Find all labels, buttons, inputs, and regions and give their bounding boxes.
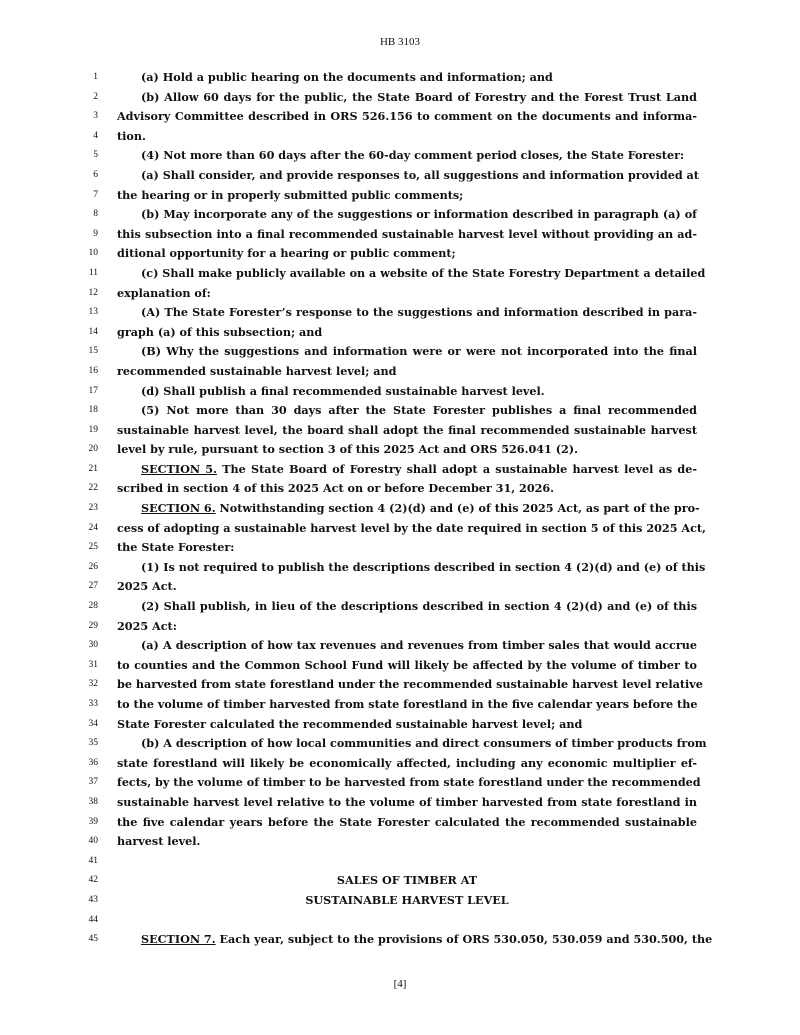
document-line	[0, 362, 800, 382]
line-text: recommended sustainable harvest level; and	[117, 363, 397, 378]
line-text: (4) Not more than 60 days after the 60-day comment period closes, the State Forester:	[141, 148, 685, 163]
document-line	[0, 695, 800, 715]
line-number: 35	[88, 738, 98, 749]
document-line	[0, 852, 800, 872]
line-number: 36	[88, 757, 98, 768]
line-number: 37	[88, 777, 98, 788]
line-number: 1	[93, 72, 98, 82]
document-line	[0, 440, 800, 460]
line-text: explanation of:	[117, 285, 211, 300]
line-number: 17	[88, 385, 98, 396]
document-line	[0, 617, 800, 637]
line-number: 21	[88, 463, 98, 474]
line-number: 26	[88, 561, 98, 572]
line-number: 10	[88, 248, 98, 259]
line-number: 12	[88, 287, 98, 298]
section-label: SECTION 5.	[141, 461, 217, 476]
line-number: 33	[88, 699, 98, 709]
document-line	[0, 166, 800, 186]
section-text: Notwithstanding section 4 (2)(d) and (e) of this 2025 Act, as part of the pro-	[215, 501, 700, 516]
document-line	[0, 88, 800, 108]
line-text: the State Forester:	[117, 540, 235, 555]
line-text: graph (a) of this subsection; and	[117, 324, 323, 339]
document-line	[0, 558, 800, 578]
line-text: (A) The State Forester’s response to the suggestions and information described in para-	[141, 305, 697, 320]
line-text	[141, 460, 697, 480]
line-number: 2	[93, 91, 98, 102]
document-line	[0, 930, 800, 950]
line-number: 32	[88, 679, 98, 690]
line-text: be harvested from state forestland under the recommended sustainable harvest level relative	[117, 677, 703, 692]
line-number: 18	[88, 405, 98, 416]
line-text: tion.	[117, 128, 146, 143]
line-text: (d) Shall publish a final recommended sustainable harvest level.	[141, 383, 545, 398]
section-text: The State Board of Forestry shall adopt a sustainable harvest level as de-	[216, 461, 697, 476]
line-number: 41	[88, 855, 98, 866]
line-text: to counties and the Common School Fund will likely be affected by the volume of timber to	[117, 657, 697, 672]
document-line	[0, 911, 800, 931]
line-text: ditional opportunity for a hearing or public comment;	[117, 246, 456, 261]
document-line	[0, 734, 800, 754]
line-text: (b) May incorporate any of the suggestions or information described in paragraph (a) of	[141, 207, 697, 222]
line-number: 43	[88, 894, 98, 905]
line-number: 29	[88, 620, 98, 631]
line-text: the hearing or in properly submitted public comments;	[117, 187, 464, 202]
line-number: 40	[88, 836, 98, 847]
document-line	[0, 107, 800, 127]
document-line	[0, 577, 800, 597]
line-number: 4	[93, 130, 98, 141]
page-number: [4]	[393, 978, 407, 990]
line-number: 19	[88, 424, 98, 435]
document-line	[0, 421, 800, 441]
line-text: (c) Shall make publicly available on a website of the State Forestry Department a detailed	[141, 265, 706, 280]
line-number: 7	[93, 189, 98, 200]
document-line	[0, 773, 800, 793]
document-line	[0, 499, 800, 519]
line-text: cess of adopting a sustainable harvest level by the date required in section 5 of this 2025 Act,	[117, 520, 706, 535]
document-line	[0, 284, 800, 304]
line-number: 25	[88, 542, 98, 553]
document-line	[0, 401, 800, 421]
line-number: 31	[88, 659, 98, 670]
line-text: (b) Allow 60 days for the public, the State Board of Forestry and the Forest Trust Land	[141, 89, 697, 104]
document-line	[0, 225, 800, 245]
line-text: State Forester calculated the recommended sustainable harvest level; and	[117, 716, 583, 731]
line-number: 3	[93, 111, 98, 122]
line-number: 5	[93, 150, 98, 161]
line-number: 15	[88, 346, 98, 357]
document-line	[0, 127, 800, 147]
line-text: (5) Not more than 30 days after the State Forester publishes a final recommended	[141, 403, 697, 418]
document-line	[0, 891, 800, 911]
section-text: Each year, subject to the provisions of ORS 530.050, 530.059 and 530.500, the	[215, 932, 713, 947]
document-line	[0, 832, 800, 852]
document-line	[0, 205, 800, 225]
line-text: state forestland will likely be economically affected, including any economic multiplier ef-	[117, 755, 697, 770]
line-number: 42	[88, 875, 98, 886]
document-line	[0, 871, 800, 891]
document-line	[0, 793, 800, 813]
line-text: (a) Hold a public hearing on the documents and information; and	[141, 70, 553, 84]
line-text: level by rule, pursuant to section 3 of this 2025 Act and ORS 526.041 (2).	[117, 442, 578, 457]
line-number: 27	[88, 581, 98, 592]
document-line	[0, 813, 800, 833]
document-line	[0, 636, 800, 656]
line-text: fects, by the volume of timber to be harvested from state forestland under the recommended	[117, 775, 701, 790]
document-line	[0, 754, 800, 774]
document-line	[0, 244, 800, 264]
document-line	[0, 675, 800, 695]
line-number: 39	[88, 816, 98, 827]
bill-header: HB 3103	[379, 36, 421, 48]
document-line	[0, 715, 800, 735]
line-number: 8	[93, 209, 98, 220]
line-number: 34	[88, 718, 98, 729]
line-text: (a) A description of how tax revenues and revenues from timber sales that would accrue	[141, 638, 697, 653]
line-number: 23	[88, 503, 98, 514]
line-text: (2) Shall publish, in lieu of the descriptions described in section 4 (2)(d) and (e) of this	[141, 599, 697, 614]
line-number: 16	[88, 365, 98, 376]
section-heading: SALES OF TIMBER AT	[336, 873, 478, 888]
line-number: 9	[93, 228, 98, 239]
document-line	[0, 264, 800, 284]
line-text: this subsection into a final recommended sustainable harvest level without providing an ad-	[117, 226, 697, 241]
document-line	[0, 146, 800, 166]
section-heading: SUSTAINABLE HARVEST LEVEL	[305, 892, 509, 907]
line-number: 24	[88, 522, 98, 533]
section-label: SECTION 7.	[141, 932, 216, 947]
line-text: the five calendar years before the State Forester calculated the recommended sustainable	[117, 814, 697, 829]
document-line	[0, 656, 800, 676]
document-line	[0, 342, 800, 362]
line-number: 20	[88, 444, 98, 455]
line-number: 22	[88, 483, 98, 494]
document-line	[0, 323, 800, 343]
document-line	[0, 597, 800, 617]
document-line	[0, 186, 800, 206]
line-text: (a) Shall consider, and provide responses to, all suggestions and information provided at	[141, 167, 699, 182]
document-line	[0, 519, 800, 539]
line-number: 14	[88, 326, 98, 337]
document-line	[0, 303, 800, 323]
line-text: (b) A description of how local communities and direct consumers of timber products from	[141, 736, 707, 751]
line-number: 6	[93, 169, 98, 180]
line-text: to the volume of timber harvested from state forestland in the five calendar years before the	[117, 697, 698, 711]
line-text: scribed in section 4 of this 2025 Act on or before December 31, 2026.	[117, 481, 555, 496]
document-body	[0, 68, 800, 950]
line-text: sustainable harvest level, the board shall adopt the final recommended sustainable harvest	[117, 422, 697, 437]
line-text: (1) Is not required to publish the descriptions described in section 4 (2)(d) and (e) of this	[141, 559, 706, 574]
line-text	[141, 499, 700, 519]
line-number: 45	[88, 934, 98, 945]
document-line	[0, 68, 800, 88]
line-number: 44	[88, 914, 98, 925]
line-text: Advisory Committee described in ORS 526.156 to comment on the documents and informa-	[117, 109, 697, 124]
line-number: 28	[88, 601, 98, 612]
line-text: 2025 Act:	[117, 618, 177, 633]
line-text: sustainable harvest level relative to the volume of timber harvested from state forestland in	[117, 794, 697, 809]
section-label: SECTION 6.	[141, 501, 216, 516]
line-number: 13	[88, 307, 98, 318]
line-number: 11	[88, 267, 98, 278]
line-text: (B) Why the suggestions and information were or were not incorporated into the final	[141, 344, 697, 359]
line-text: harvest level.	[117, 834, 201, 849]
document-line	[0, 382, 800, 402]
line-text: 2025 Act.	[117, 579, 177, 594]
line-text	[141, 930, 713, 950]
document-line	[0, 479, 800, 499]
document-line	[0, 538, 800, 558]
line-number: 30	[88, 640, 98, 651]
line-number: 38	[88, 796, 98, 807]
document-line	[0, 460, 800, 480]
